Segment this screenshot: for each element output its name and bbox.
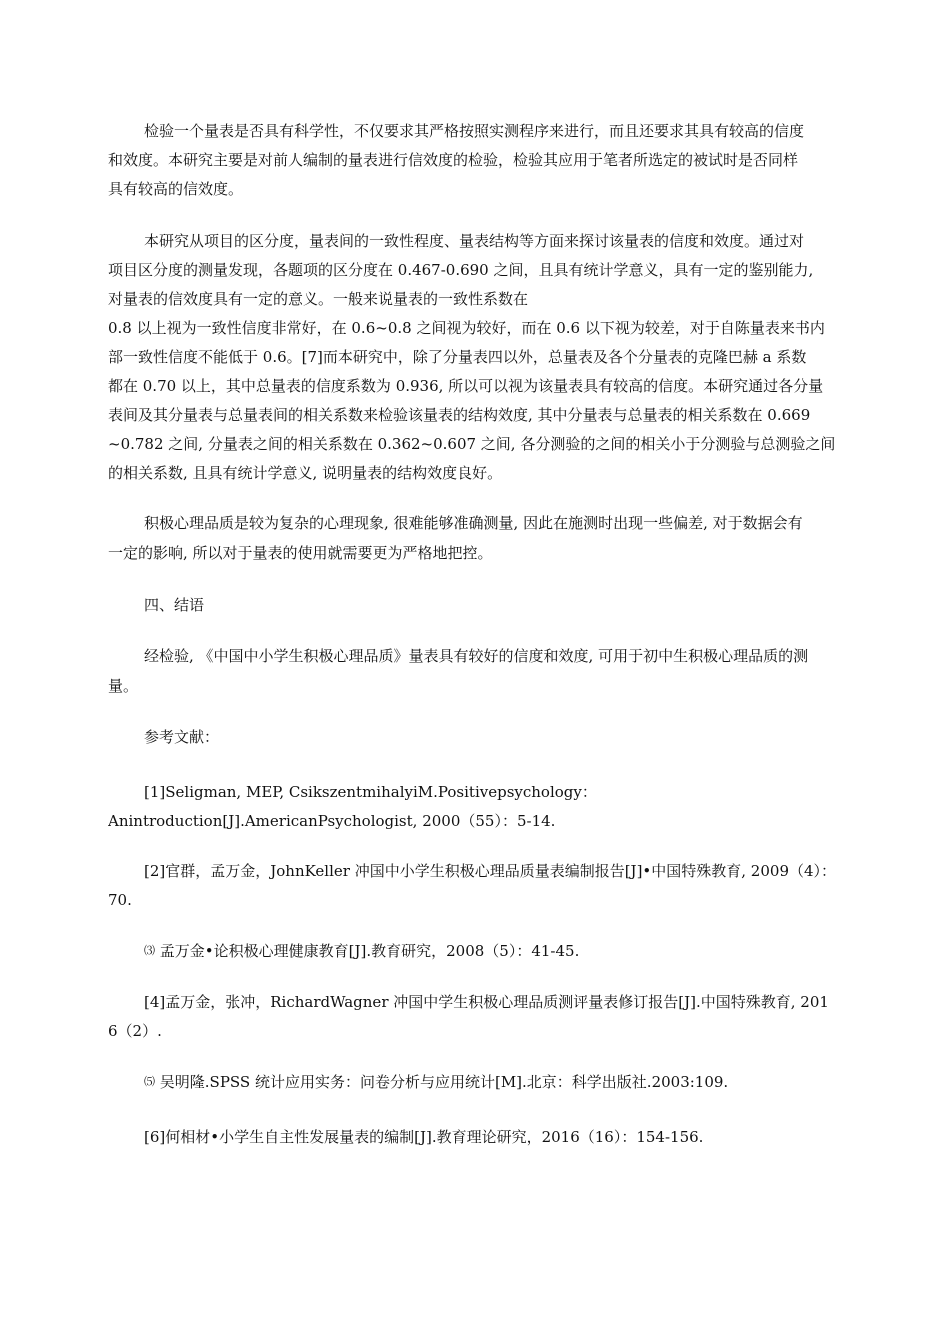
paragraph-1-line-2: 和效度。本研究主要是对前人编制的量表进行信效度的检验，检验其应用于笔者所选定的被试时是否同样	[108, 151, 799, 169]
paragraph-4-line-2: 量。	[108, 677, 139, 695]
reference-2-line-2: 70.	[108, 891, 132, 909]
reference-6: [6]何相材•小学生自主性发展量表的编制[J].教育理论研究，2016（16）：154-156.	[144, 1128, 704, 1146]
paragraph-2-line-2: 项目区分度的测量发现，各题项的区分度在 0.467-0.690 之间，且具有统计学意义，具有一定的鉴别能力,	[108, 261, 814, 279]
reference-4-line-2: 6（2）.	[108, 1022, 162, 1040]
paragraph-1-line-3: 具有较高的信效度。	[108, 180, 244, 198]
reference-2-line-1: [2]官群，孟万金，JohnKeller 冲国中小学生积极心理品质量表编制报告[J]•中国特殊教育, 2009（4）：	[144, 862, 837, 880]
reference-5-text: 吴明隆.SPSS 统计应用实务：问卷分析与应用统计[M].北京：科学出版社.2003:109.	[159, 1073, 729, 1091]
references-heading: 参考文献：	[144, 728, 220, 746]
paragraph-4-line-1: 经检验, 《中国中小学生积极心理品质》量表具有较好的信度和效度, 可用于初中生积极心理品质的测	[144, 647, 809, 665]
paragraph-2-line-8: ~0.782 之间, 分量表之间的相关系数在 0.362~0.607 之间, 各分测验的之间的相关小于分测验与总测验之间	[108, 435, 836, 453]
paragraph-2-line-1: 本研究从项目的区分度，量表间的一致性程度、量表结构等方面来探讨该量表的信度和效度。通过对	[144, 232, 805, 250]
reference-1-line-1: [1]Seligman, MEP, CsikszentmihalyiM.Positivepsychology：	[144, 783, 597, 801]
reference-1-line-2: Anintroduction[J].AmericanPsychologist, 2000（55）：5-14.	[108, 812, 556, 830]
paragraph-2-line-5: 部一致性信度不能低于 0.6。[7]而本研究中，除了分量表四以外，总量表及各个分量表的克隆巴赫 a 系数	[108, 348, 807, 366]
reference-5	[144, 1067, 844, 1097]
paragraph-1-line-1: 检验一个量表是否具有科学性，不仅要求其严格按照实测程序来进行，而且还要求其具有较高的信度	[144, 122, 805, 140]
paragraph-2-line-9: 的相关系数, 且具有统计学意义, 说明量表的结构效度良好。	[108, 464, 503, 482]
paragraph-3-line-2: 一定的影响, 所以对于量表的使用就需要更为严格地把控。	[108, 544, 493, 562]
paragraph-2-line-3: 对量表的信效度具有一定的意义。一般来说量表的一致性系数在	[108, 290, 529, 308]
paragraph-2-line-6: 都在 0.70 以上，其中总量表的信度系数为 0.936, 所以可以视为该量表具有较高的信度。本研究通过各分量	[108, 377, 824, 395]
reference-3-text: 孟万金•论积极心理健康教育[J].教育研究，2008（5）：41-45.	[159, 942, 580, 960]
reference-3-marker: ⑶	[144, 944, 155, 957]
reference-3	[144, 936, 844, 966]
paragraph-3-line-1: 积极心理品质是较为复杂的心理现象, 很难能够准确测量, 因此在施测时出现一些偏差, 对于数据会有	[144, 514, 803, 532]
reference-4-line-1: [4]孟万金，张冲，RichardWagner 冲国中学生积极心理品质测评量表修订报告[J].中国特殊教育, 201	[144, 993, 829, 1011]
reference-5-marker: ⑸	[144, 1075, 155, 1088]
paragraph-2-line-4: 0.8 以上视为一致性信度非常好，在 0.6~0.8 之间视为较好，而在 0.6 以下视为较差，对于自陈量表来书内	[108, 319, 825, 337]
section-heading-conclusion: 四、结语	[144, 596, 205, 614]
paragraph-2-line-7: 表间及其分量表与总量表间的相关系数来检验该量表的结构效度, 其中分量表与总量表的相关系数在 0.669	[108, 406, 811, 424]
